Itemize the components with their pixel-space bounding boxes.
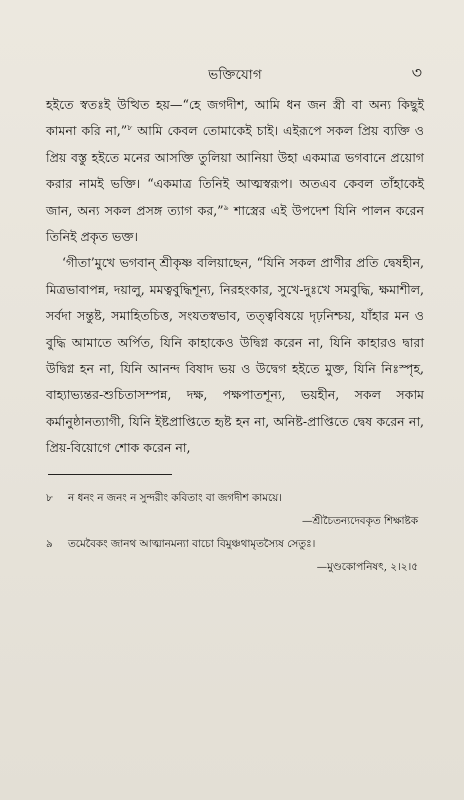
footnote-number: ৯ — [46, 537, 53, 550]
page-header — [46, 0, 424, 92]
footnotes — [46, 487, 424, 579]
running-head: ভক্তিযোগ — [208, 67, 262, 83]
paragraph-1-part-1: হইতে স্বতঃই উত্থিত হয়—“হে জগদীশ, আমি ধন জন স্ত্রী বা অন্য কিছুই কামনা করি না,” — [46, 97, 424, 139]
footnote-text: তমেবৈকং জানথ আত্মানমন্যা বাচো বিমুঞ্চথামৃতস্যৈষ সেতুঃ। — [68, 537, 316, 550]
footnote-rule — [48, 474, 172, 475]
paragraph-2: ‘গীতা’মুখে ভগবান্ শ্রীকৃষ্ণ বলিয়াছেন, “যিনি সকল প্রাণীর প্রতি দ্বেষহীন, মিত্রভাবাপন্ন, দয়ালু, মমত্ববুদ্ধিশূন্য, নিরহংকার, সুখে-দুঃখে সমবুদ্ধি, ক্ষমাশীল, সর্বদা সন্তুষ্ট, সমাহিতচিত্ত, সংযতস্বভাব, তত্ত্ববিষয়ে দৃঢ়নিশ্চয়, যাঁহার মন ও বুদ্ধি আমাতে অর্পিত, যিনি কাহাকেও উদ্বিগ্ন করেন না, যিনি কাহারও দ্বারা উদ্বিগ্ন হন না, যিনি আনন্দ বিষাদ ভয় ও উদ্বেগ হইতে মুক্ত, যিনি নিঃস্পৃহ, বাহ্যাভ্যন্তর-শুচিতাসম্পন্ন, দক্ষ, পক্ষপাতশূন্য, ভয়হীন, সকল সকাম কর্মানুষ্ঠানত্যাগী, যিনি ইষ্টপ্রাপ্তিতে হৃষ্ট হন না, অনিষ্ট-প্রাপ্তিতে দ্বেষ করেন না, প্রিয়-বিয়োগে শোক করেন না, — [46, 255, 424, 456]
page-number: ৩ — [411, 63, 422, 82]
footnote-source: —মুণ্ডকোপনিষৎ, ২।২।৫ — [316, 560, 418, 573]
footnote-ref-8: ৮ — [127, 123, 133, 133]
footnote-ref-9: ৯ — [223, 202, 229, 212]
footnote-number: ৮ — [46, 491, 53, 504]
footnote-8 — [46, 487, 424, 510]
paragraph-1-part-3: শাস্ত্রের এই উপদেশ যিনি পালন করেন তিনিই প্রকৃত ভক্ত। — [46, 202, 424, 245]
main-text — [46, 92, 424, 462]
footnote-text: ন ধনং ন জনং ন সুন্দরীং কবিতাং বা জগদীশ কাময়ে। — [68, 491, 283, 504]
paragraph-1 — [46, 92, 424, 250]
footnote-9 — [46, 533, 424, 556]
footnote-source: —শ্রীচৈতন্যদেবকৃত শিক্ষাষ্টক — [301, 514, 418, 527]
paragraph-1-part-2: আমি কেবল তোমাকেই চাই। এইরূপে সকল প্রিয় ব্যক্তি ও প্রিয় বস্তু হইতে মনের আসক্তি তুলিয়া আনিয়া উহা একমাত্র ভগবানে প্রয়োগ করার নামই ভক্তি। “একমাত্র তিনিই আত্মস্বরূপ। অতএব কেবল তাঁহাকেই জান, অন্য সকল প্রসঙ্গ ত্যাগ কর,” — [46, 123, 424, 218]
